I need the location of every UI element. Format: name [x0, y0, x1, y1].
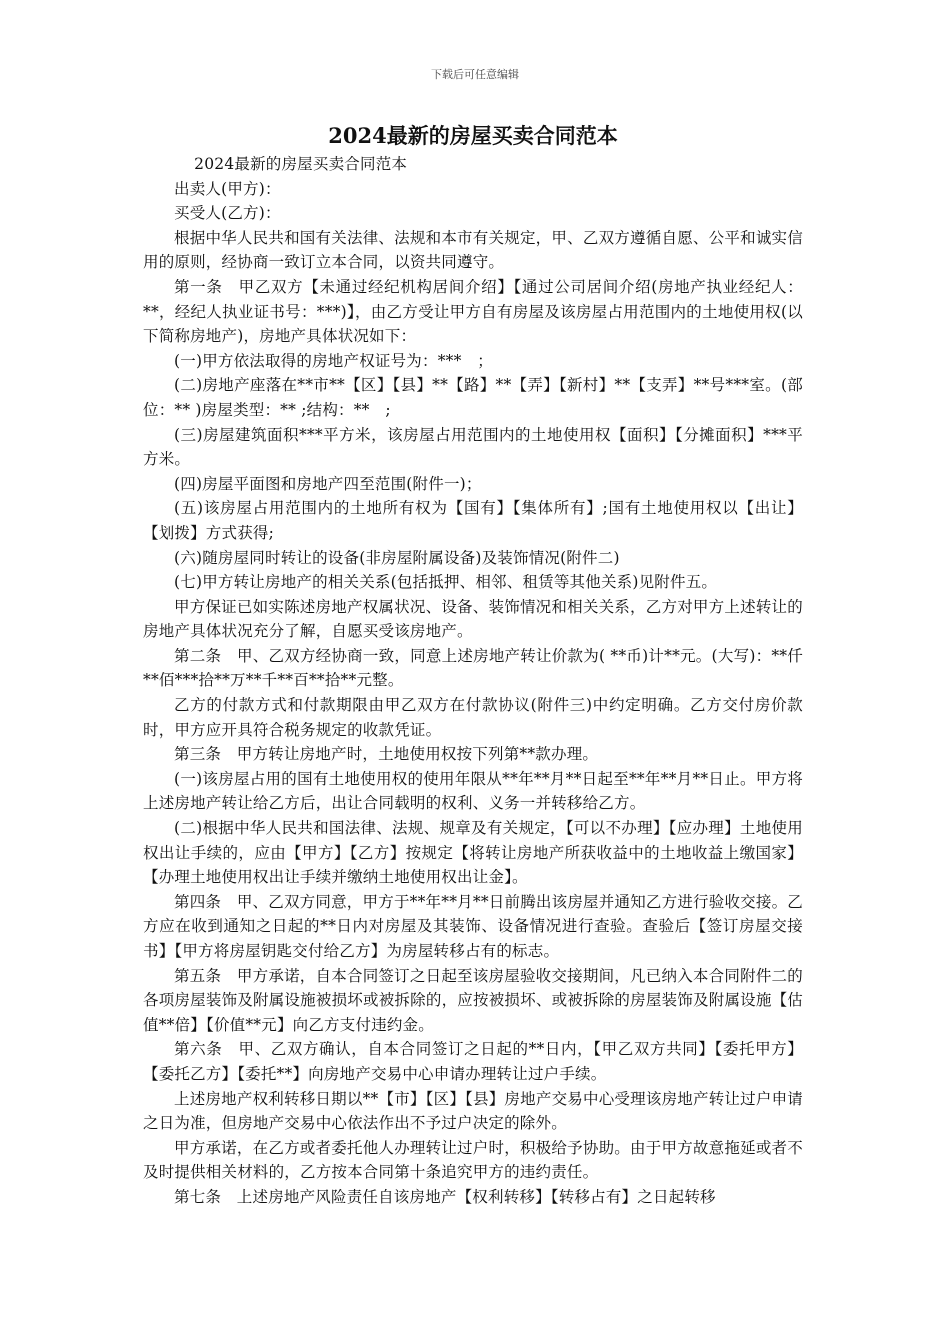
- document-subtitle: 2024最新的房屋买卖合同范本: [194, 155, 408, 173]
- article-3-item-1: (一)该房屋占用的国有土地使用权的使用年限从**年**月**日起至**年**月**日止。甲方将上述房地产转让给乙方后，出让合同载明的权利、义务一并转移给乙方。: [143, 769, 803, 813]
- seller-line: 出卖人(甲方)：: [174, 179, 281, 198]
- article-1-item-4: (四)房屋平面图和房地产四至范围(附件一)；: [174, 474, 482, 493]
- article-1-item-3: (三)房屋建筑面积***平方米，该房屋占用范围内的土地使用权【面积】【分摊面积】***平方米。: [143, 425, 803, 469]
- document-body: [143, 122, 803, 1210]
- article-1-item-1: (一)甲方依法取得的房地产权证号为：*** ；: [174, 351, 493, 370]
- article-1-item-7: (七)甲方转让房地产的相关关系(包括抵押、相邻、租赁等其他关系)见附件五。: [174, 573, 718, 592]
- seller-assistance-paragraph: 甲方承诺，在乙方或者委托他人办理转让过户时，积极给予协助。由于甲方故意拖延或者不及时提供相关材料的，乙方按本合同第十条追究甲方的违约责任。: [143, 1138, 803, 1182]
- article-6: 第六条 甲、乙双方确认，自本合同签订之日起的**日内，【甲乙双方共同】【委托甲方】【委托乙方】【委托**】向房地产交易中心申请办理转让过户手续。: [143, 1040, 803, 1083]
- article-3: 第三条 甲方转让房地产时，土地使用权按下列第**款办理。: [174, 745, 599, 764]
- article-1-item-2: (二)房地产座落在**市**【区】【县】**【路】**【弄】【新村】**【支弄】**号***室。(部位：** )房屋类型：** ;结构：** ;: [143, 376, 803, 419]
- seller-guarantee-paragraph: 甲方保证已如实陈述房地产权属状况、设备、装饰情况和相关关系，乙方对甲方上述转让的房地产具体状况充分了解，自愿买受该房地产。: [143, 597, 803, 641]
- article-2: 第二条 甲、乙双方经协商一致，同意上述房地产转让价款为( **币)计**元。(大写)：**仟**佰***拾**万**千**百**拾**元整。: [143, 646, 803, 690]
- page-header-note: 下载后可任意编辑: [431, 68, 519, 81]
- buyer-line: 买受人(乙方)：: [174, 204, 281, 223]
- article-1: 第一条 甲乙双方【未通过经纪机构居间介绍】【通过公司居间介绍(房地产执业经纪人：**，经纪人执业证书号：***)】，由乙方受让甲方自有房屋及该房屋占用范围内的土地使用权(以下简称房地产)，房地产具体状况如下：: [143, 277, 803, 346]
- transfer-date-paragraph: 上述房地产权利转移日期以**【市】【区】【县】房地产交易中心受理该房地产转让过户申请之日为准，但房地产交易中心依法作出不予过户决定的除外。: [143, 1089, 803, 1133]
- article-7: 第七条 上述房地产风险责任自该房地产【权利转移】【转移占有】之日起转移: [174, 1187, 716, 1206]
- article-4: 第四条 甲、乙双方同意，甲方于**年**月**日前腾出该房屋并通知乙方进行验收交接。乙方应在收到通知之日起的**日内对房屋及其装饰、设备情况进行查验。查验后【签订房屋交接书】【甲方将房屋钥匙交付给乙方】为房屋转移占有的标志。: [143, 892, 803, 960]
- article-1-item-5: (五)该房屋占用范围内的土地所有权为【国有】【集体所有】;国有土地使用权以【出让】【划拨】方式获得;: [143, 499, 803, 542]
- article-5: 第五条 甲方承诺，自本合同签订之日起至该房屋验收交接期间，凡已纳入本合同附件二的各项房屋装饰及附属设施被损坏或被拆除的，应按被损坏、或被拆除的房屋装饰及附属设施【估值**倍】【价值**元】向乙方支付违约金。: [143, 966, 803, 1034]
- payment-terms-paragraph: 乙方的付款方式和付款期限由甲乙双方在付款协议(附件三)中约定明确。乙方交付房价款时，甲方应开具符合税务规定的收款凭证。: [143, 696, 803, 739]
- preamble-paragraph: 根据中华人民共和国有关法律、法规和本市有关规定，甲、乙双方遵循自愿、公平和诚实信用的原则，经协商一致订立本合同，以资共同遵守。: [143, 228, 803, 272]
- article-3-item-2: (二)根据中华人民共和国法律、法规、规章及有关规定，【可以不办理】【应办理】土地使用权出让手续的，应由【甲方】【乙方】按规定【将转让房地产所获收益中的土地收益上缴国家】【办理土地使用权出让手续并缴纳土地使用权出让金】。: [143, 819, 803, 887]
- article-1-item-6: (六)随房屋同时转让的设备(非房屋附属设备)及装饰情况(附件二): [174, 548, 620, 567]
- document-title: 2024最新的房屋买卖合同范本: [328, 123, 618, 148]
